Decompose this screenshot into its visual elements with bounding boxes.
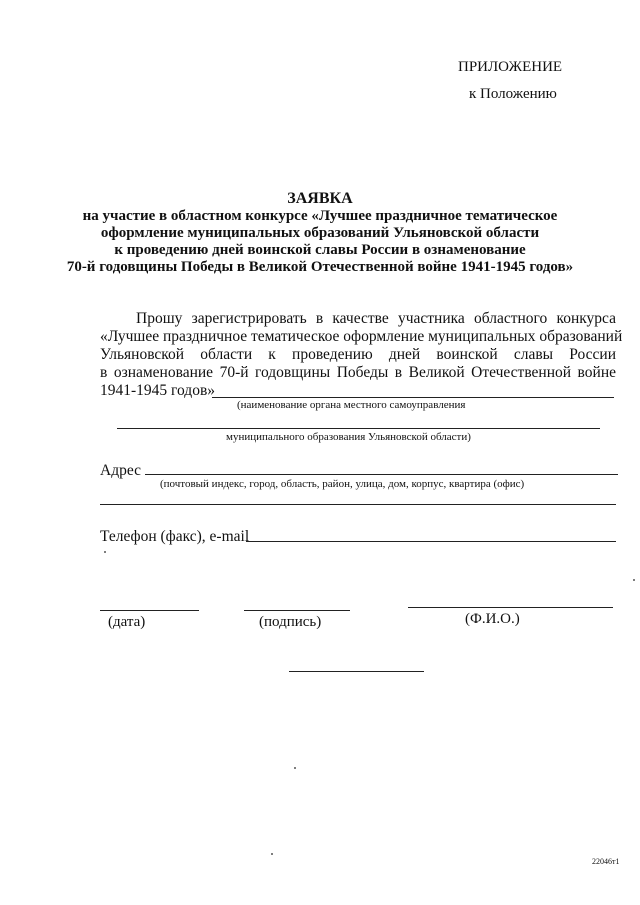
full-name-label: (Ф.И.О.) [465, 611, 520, 627]
form-subtitle-line: 70-й годовщины Победы в Великой Отечественной войне 1941-1945 годов» [66, 259, 574, 275]
body-text-line: в ознаменование 70-й годовщины Победы в Великой Отечественной войне [100, 364, 616, 381]
body-text-line: Прошу зарегистрировать в качестве участника областного конкурса [136, 310, 616, 327]
body-text-line: «Лучшее праздничное тематическое оформление муниципальных образований [100, 328, 623, 345]
scan-speck [271, 853, 273, 855]
form-subtitle-line: оформление муниципальных образований Ульяновской области [100, 225, 540, 241]
form-subtitle-line: к проведению дней воинской славы России в ознаменование [114, 242, 526, 258]
annex-subtitle: к Положению [469, 86, 557, 102]
address-label: Адрес [100, 462, 141, 479]
date-label: (дата) [108, 614, 146, 630]
address-caption: (почтовый индекс, город, область, район, улица, дом, корпус, квартира (офис) [160, 478, 525, 490]
body-text-line: Ульяновской области к проведению дней воинской славы России [100, 346, 616, 363]
body-text-line: 1941-1945 годов» [100, 382, 216, 399]
closing-separator [289, 671, 424, 672]
organization-name-field[interactable] [212, 397, 614, 398]
phone-email-label: Телефон (факс), e-mail [100, 528, 250, 545]
organization-caption: (наименование органа местного самоуправления [237, 399, 466, 411]
form-subtitle-line: на участие в областном конкурсе «Лучшее праздничное тематическое [82, 208, 558, 224]
form-title: ЗАЯВКА [287, 190, 353, 207]
scan-speck [104, 551, 106, 553]
organization-name-field-2[interactable] [117, 428, 600, 429]
address-field[interactable] [145, 474, 618, 475]
document-code: 22046т1 [592, 857, 620, 866]
address-field-2[interactable] [100, 504, 616, 505]
scan-speck [294, 767, 296, 769]
full-name-field[interactable] [408, 607, 613, 608]
date-field[interactable] [100, 610, 199, 611]
scan-speck [633, 579, 635, 581]
signature-label: (подпись) [259, 614, 322, 630]
phone-email-field[interactable] [246, 541, 616, 542]
municipality-caption: муниципального образования Ульяновской области) [226, 431, 471, 443]
signature-field[interactable] [244, 610, 350, 611]
annex-title: ПРИЛОЖЕНИЕ [458, 59, 563, 75]
